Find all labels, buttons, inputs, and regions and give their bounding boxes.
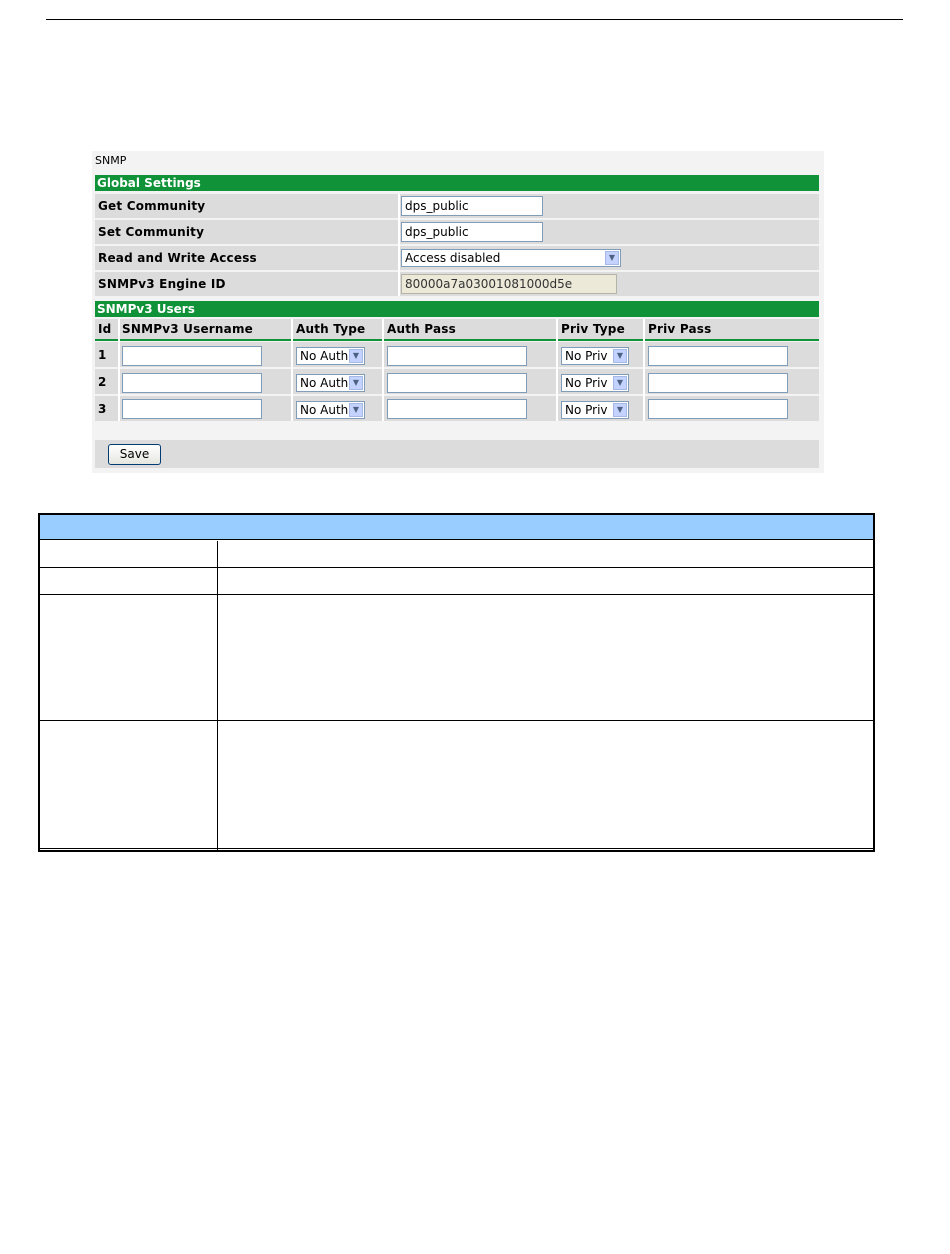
panel-title: SNMP: [95, 154, 127, 167]
user-id: 2: [98, 375, 107, 389]
engine-id-field: 80000a7a03001081000d5e: [401, 274, 617, 294]
row-divider: [40, 848, 873, 849]
snmpv3-users-header: SNMPv3 Users: [95, 301, 819, 317]
column-divider: [217, 541, 218, 850]
column-separator: [382, 319, 384, 421]
description-table: [38, 513, 875, 852]
priv-type-selected: No Priv: [565, 349, 608, 363]
rw-access-selected: Access disabled: [405, 251, 501, 265]
global-settings-header: Global Settings: [95, 175, 819, 191]
engine-id-label: SNMPv3 Engine ID: [98, 277, 226, 291]
save-button[interactable]: Save: [108, 444, 161, 465]
auth-type-select[interactable]: [296, 401, 365, 419]
username-input[interactable]: [122, 346, 262, 366]
priv-type-select[interactable]: [561, 347, 629, 365]
priv-type-select[interactable]: [561, 374, 629, 392]
chevron-down-icon: ▼: [613, 403, 627, 417]
auth-type-select[interactable]: [296, 374, 365, 392]
username-input[interactable]: [122, 373, 262, 393]
description-table-header: [40, 515, 873, 540]
col-auth-pass: Auth Pass: [387, 322, 456, 336]
priv-type-selected: No Priv: [565, 376, 608, 390]
column-separator: [291, 319, 293, 421]
user-id: 3: [98, 402, 107, 416]
row-divider: [40, 567, 873, 568]
page-top-rule: [46, 19, 903, 20]
auth-type-select[interactable]: [296, 347, 365, 365]
auth-pass-input[interactable]: [387, 399, 527, 419]
rw-access-label: Read and Write Access: [98, 251, 257, 265]
col-priv-type: Priv Type: [561, 322, 625, 336]
chevron-down-icon: ▼: [349, 376, 363, 390]
auth-type-selected: No Auth: [300, 349, 349, 363]
auth-type-selected: No Auth: [300, 376, 349, 390]
column-separator: [118, 319, 120, 421]
get-community-label: Get Community: [98, 199, 206, 213]
snmp-panel: [92, 151, 824, 473]
column-separator: [556, 319, 558, 421]
set-community-input[interactable]: dps_public: [401, 222, 543, 242]
chevron-down-icon: ▼: [349, 403, 363, 417]
username-input[interactable]: [122, 399, 262, 419]
priv-type-selected: No Priv: [565, 403, 608, 417]
chevron-down-icon: ▼: [613, 376, 627, 390]
column-separator: [398, 194, 400, 296]
chevron-down-icon: ▼: [349, 349, 363, 363]
auth-pass-input[interactable]: [387, 346, 527, 366]
col-id: Id: [98, 322, 112, 336]
user-id: 1: [98, 348, 107, 362]
priv-type-select[interactable]: [561, 401, 629, 419]
row-divider: [40, 720, 873, 721]
column-separator: [643, 319, 645, 421]
row-divider: [40, 594, 873, 595]
chevron-down-icon: ▼: [613, 349, 627, 363]
priv-pass-input[interactable]: [648, 373, 788, 393]
col-username: SNMPv3 Username: [122, 322, 253, 336]
auth-type-selected: No Auth: [300, 403, 349, 417]
priv-pass-input[interactable]: [648, 346, 788, 366]
set-community-label: Set Community: [98, 225, 205, 239]
rw-access-select[interactable]: [401, 249, 621, 267]
save-bar: [95, 440, 819, 468]
chevron-down-icon: ▼: [605, 251, 619, 265]
get-community-input[interactable]: dps_public: [401, 196, 543, 216]
col-auth-type: Auth Type: [296, 322, 366, 336]
auth-pass-input[interactable]: [387, 373, 527, 393]
priv-pass-input[interactable]: [648, 399, 788, 419]
col-priv-pass: Priv Pass: [648, 322, 712, 336]
header-underline: [95, 339, 819, 341]
